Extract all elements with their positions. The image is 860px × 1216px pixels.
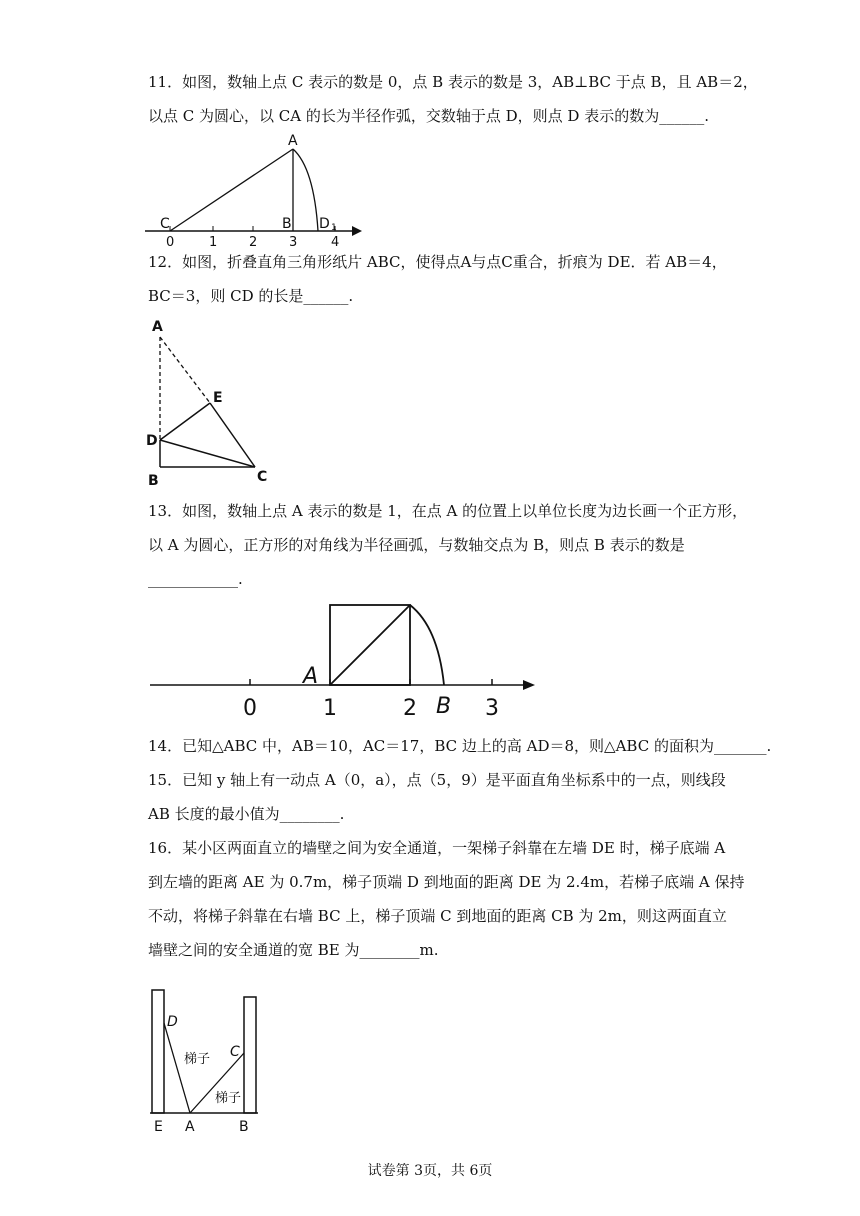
q13-tick-1: 1: [323, 696, 337, 721]
q11-figure: [140, 128, 370, 250]
q12-line-2: BC＝3，则 CD 的长是______.: [148, 287, 354, 305]
q16-ladder-left: [164, 1023, 190, 1113]
q16-label-b: B: [239, 1119, 249, 1135]
q16-line-3: 不动，将梯子斜靠在右墙 BC 上，梯子顶端 C 到地面的距离 CB 为 2m，则这两面直立: [148, 907, 727, 925]
page-footer: 试卷第 3页，共 6页: [367, 1163, 493, 1179]
q16-label-a: A: [185, 1119, 195, 1135]
q11-tick-2: 2: [249, 235, 258, 250]
q11-tick-0: 0: [166, 235, 175, 250]
q13-tick-2: 2: [403, 696, 417, 721]
q13-line-3: ____________.: [148, 570, 243, 588]
q14-line-1: 14．已知△ABC 中，AB＝10，AC＝17，BC 边上的高 AD＝8，则△ABC 的面积为_______.: [148, 737, 772, 755]
q16-label-d: D: [167, 1014, 178, 1030]
q11-label-a: A: [288, 133, 298, 149]
q11-tick-3: 3: [289, 235, 298, 250]
q16-right-wall: [244, 997, 256, 1113]
q16-ladder-label-left: 梯子: [184, 1052, 211, 1067]
q16-figure: [140, 985, 280, 1135]
q11-label-b: B: [282, 216, 292, 232]
q11-label-c: C: [160, 216, 170, 232]
q12-label-b: B: [148, 473, 159, 489]
q11-label-d-subscript: 1: [331, 223, 337, 233]
q16-line-1: 16．某小区两面直立的墙壁之间为安全通道，一架梯子斜靠在左墙 DE 时，梯子底端 A: [148, 839, 726, 857]
q13-figure: [140, 595, 550, 725]
q12-label-a: A: [152, 319, 163, 335]
q12-label-e: E: [213, 390, 223, 406]
q11-tick-4: 4: [331, 235, 340, 250]
q12-segment-ec: [210, 403, 255, 467]
q16-line-4: 墙壁之间的安全通道的宽 BE 为________m.: [148, 941, 439, 959]
q12-line-1: 12．如图，折叠直角三角形纸片 ABC，使得点A与点C重合，折痕为 DE．若 AB＝4，: [148, 253, 727, 271]
q13-diagonal: [330, 605, 410, 685]
q13-label-b: B: [436, 694, 452, 719]
q16-label-c: C: [230, 1044, 240, 1060]
q12-segment-de: [160, 403, 210, 440]
q12-dashed-ae: [160, 337, 210, 403]
q15-line-2: AB 长度的最小值为________.: [148, 805, 345, 823]
q13-line-1: 13．如图，数轴上点 A 表示的数是 1，在点 A 的位置上以单位长度为边长画一个正方形，: [148, 502, 748, 520]
q16-left-wall: [152, 990, 164, 1113]
q11-segment-ca: [170, 149, 293, 231]
q11-line-2: 以点 C 为圆心，以 CA 的长为半径作弧，交数轴于点 D，则点 D 表示的数为______.: [148, 107, 709, 125]
q11-tick-1: 1: [209, 235, 218, 250]
q11-label-d: D: [319, 216, 330, 232]
q13-tick-3: 3: [485, 696, 499, 721]
q13-line-2: 以 A 为圆心，正方形的对角线为半径画弧，与数轴交点为 B，则点 B 表示的数是: [148, 536, 685, 554]
q13-label-a: A: [303, 664, 319, 689]
q12-figure: [140, 315, 280, 490]
q12-label-c: C: [257, 469, 268, 485]
q13-arc: [410, 605, 444, 685]
q12-label-d: D: [146, 433, 158, 449]
q13-axis-arrow: [523, 680, 535, 690]
q11-arc: [293, 149, 318, 231]
q13-tick-0: 0: [243, 696, 257, 721]
q11-axis-arrow: [352, 226, 362, 236]
q16-ladder-label-right: 梯子: [215, 1091, 242, 1106]
q16-line-2: 到左墙的距离 AE 为 0.7m，梯子顶端 D 到地面的距离 DE 为 2.4m，若梯子底端 A 保持: [148, 873, 745, 891]
q12-segment-dc: [160, 440, 255, 467]
q15-line-1: 15．已知 y 轴上有一动点 A（0，a），点（5，9）是平面直角坐标系中的一点，则线段: [148, 771, 726, 789]
q11-line-1: 11．如图，数轴上点 C 表示的数是 0，点 B 表示的数是 3，AB⊥BC 于点 B，且 AB＝2，: [148, 73, 758, 91]
q16-label-e: E: [154, 1119, 163, 1135]
